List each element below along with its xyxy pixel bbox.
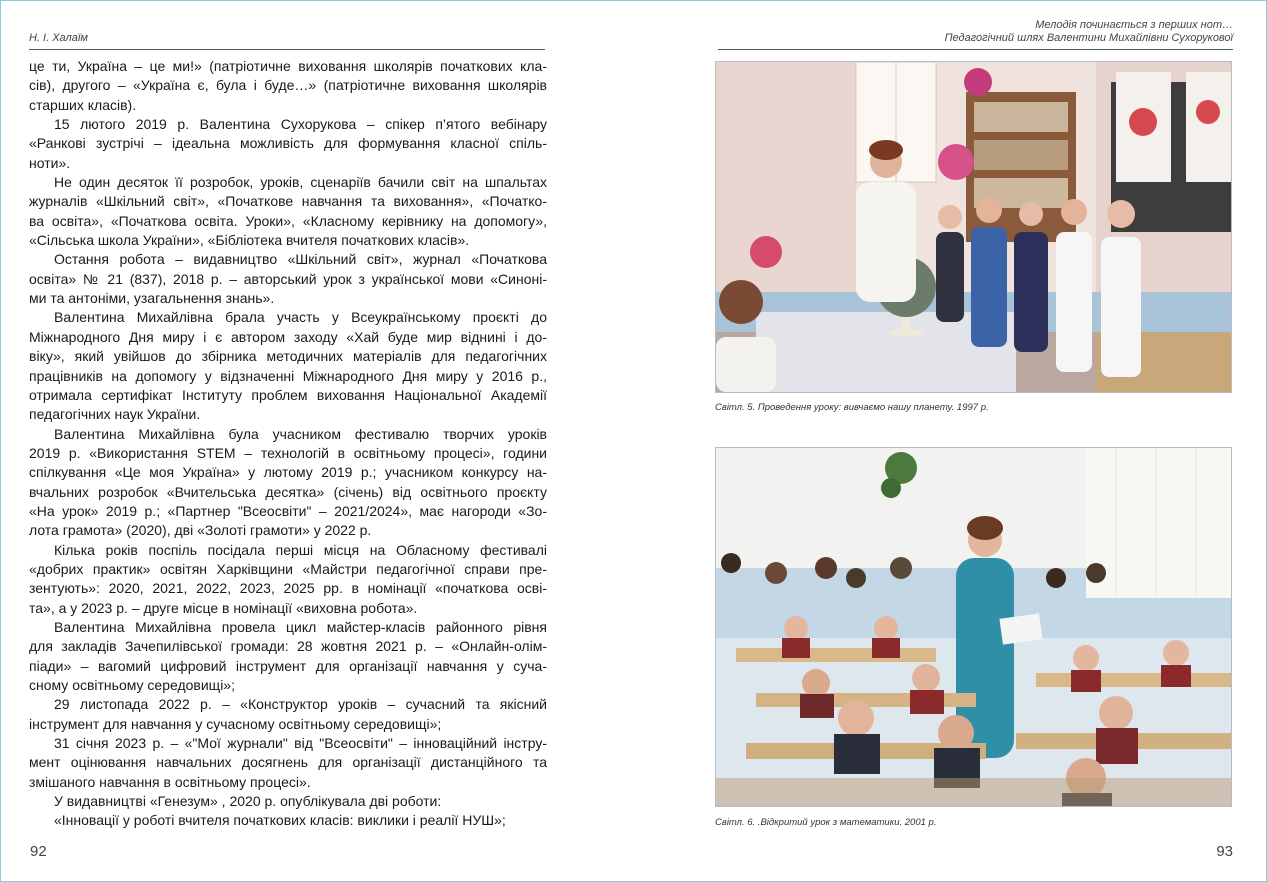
- photo-math-lesson-illustration: [716, 448, 1231, 806]
- body-text: [29, 57, 547, 831]
- text-line: 29 листопада 2022 р. – «Конструктор уроків – сучасний та якісний: [54, 696, 547, 713]
- caption-photo-6: Світл. 6. .Відкритий урок з математики. 2001 р.: [715, 817, 937, 828]
- text-line: спілкування «Це моя Україна» у лютому 2019 р.; учасником конкурсу на-: [29, 464, 547, 481]
- text-line: 15 лютого 2019 р. Валентина Сухорукова – спікер п’ятого вебінару: [54, 116, 547, 133]
- right-header-rule: [718, 49, 1233, 50]
- text-line: «Ранкові зустрічі – ідеальна можливість для формування класної спіль-: [29, 135, 547, 152]
- text-line: «На урок» 2019 р.; «Партнер "Всеосвіти" – 2021/2024», має нагороди «Зо-: [29, 502, 547, 519]
- text-line: лота грамота» (2020), дві «Золоті грамоти» у 2022 р.: [29, 522, 372, 539]
- text-line: 2019 р. «Використання STEM – технологій в освітньому процесі», години: [29, 444, 547, 461]
- photo-lesson-globe-illustration: [716, 62, 1231, 392]
- text-line: отримала сертифікат Інституту проблем виховання Національної Академії: [29, 386, 547, 403]
- left-running-head: Н. І. Халаїм: [29, 32, 88, 44]
- text-line: старших класів).: [29, 96, 137, 113]
- text-line: Міжнародного Дня миру і є автором заходу «Хай буде мир віднині і до-: [29, 328, 547, 345]
- left-page: [0, 0, 633, 882]
- text-line: Валентина Михайлівна провела цикл майстер-класів районного рівня: [54, 618, 547, 635]
- text-line: ва освіта», «Початкова освіта. Уроки», «Класному керівнику на допомогу»,: [29, 212, 547, 229]
- right-running-head-line1: Мелодія починається з перших нот…: [1035, 19, 1233, 31]
- text-line: віку», який увійшов до збірника методичних матеріалів для педагогічних: [29, 348, 547, 365]
- text-line: освіта» № 21 (837), 2018 р. – авторський урок з української мови «Синоні-: [29, 270, 547, 287]
- text-line: ноти».: [29, 154, 71, 171]
- text-line: та», а у 2023 р. – друге місце в номінації «виховна робота».: [29, 599, 418, 616]
- text-line: піади» – вагомий цифровий інструмент для організації навчання у суча-: [29, 657, 547, 674]
- text-line: Валентина Михайлівна брала участь у Всеукраїнському проєкті до: [54, 309, 547, 326]
- left-page-number: 92: [30, 843, 47, 860]
- left-header-rule: [29, 49, 545, 50]
- text-line: для закладів Зачепилівської громади: 28 жовтня 2021 р. – «Онлайн-олім-: [29, 638, 547, 655]
- text-line: педагогічних наук України.: [29, 406, 201, 423]
- text-line: Кілька років поспіль посідала перші місця на Обласному фестивалі: [54, 541, 547, 558]
- text-line: Валентина Михайлівна була учасником фестивалю творчих уроків: [54, 425, 547, 442]
- right-running-head: [945, 19, 1233, 45]
- text-line: журналів «Шкільний світ», «Початкове навчання та виховання», «Початко-: [29, 193, 547, 210]
- text-line: змішаного навчання в освітньому процесі».: [29, 773, 311, 790]
- text-line: У видавництві «Генезум» , 2020 р. опублікувала дві роботи:: [54, 793, 442, 810]
- right-running-head-line2: Педагогічний шлях Валентини Михайлівни Сухорукової: [944, 32, 1233, 44]
- text-line: інструмент для навчання у сучасному освітньому середовищі»;: [29, 715, 442, 732]
- text-line: «добрих практик» освітян Харківщини «Майстри педагогічної справи пре-: [29, 560, 547, 577]
- photo-lesson-globe: [715, 61, 1232, 393]
- text-line: працівників на допомогу у відзначенні Міжнародного Дня миру у 2016 р.,: [29, 367, 547, 384]
- caption-photo-5: Світл. 5. Проведення уроку: вивчаємо нашу планету. 1997 р.: [715, 402, 989, 413]
- right-page-number: 93: [1216, 843, 1233, 860]
- text-line: зентують»: 2020, 2021, 2022, 2023, 2025 рр. в номінації «початкова осві-: [29, 580, 547, 597]
- text-line: Остання робота – видавництво «Шкільний світ», журнал «Початкова: [54, 251, 547, 268]
- text-line: сів), другого – «Україна є, була і буде…» (патріотичне виховання школярів: [29, 77, 547, 94]
- text-line: «Сільська школа України», «Бібліотека вчителя початкових класів».: [29, 232, 470, 249]
- photo-math-lesson: [715, 447, 1232, 807]
- text-line: це ти, Україна – це ми!» (патріотичне виховання школярів початкових кла-: [29, 58, 547, 74]
- text-line: 31 січня 2023 р. – «"Мої журнали" від "Всеосвіти" – інноваційний інстру-: [54, 735, 547, 752]
- text-line: ми та антоніми, узагальнення знань».: [29, 290, 275, 307]
- text-line: «Інновації у роботі вчителя початкових класів: виклики і реалії НУШ»;: [54, 812, 506, 829]
- text-line: сному освітньому середовищі»;: [29, 677, 235, 693]
- text-line: мент оцінювання навчальних досягнень для організації дистанційного та: [29, 754, 547, 771]
- text-line: вчальних розробок «Вчительська десятка» (січень) від освітнього проєкту: [29, 483, 547, 500]
- right-page: [633, 0, 1267, 882]
- text-line: Не один десяток її розробок, уроків, сценаріїв бачили світ на шпальтах: [54, 174, 547, 191]
